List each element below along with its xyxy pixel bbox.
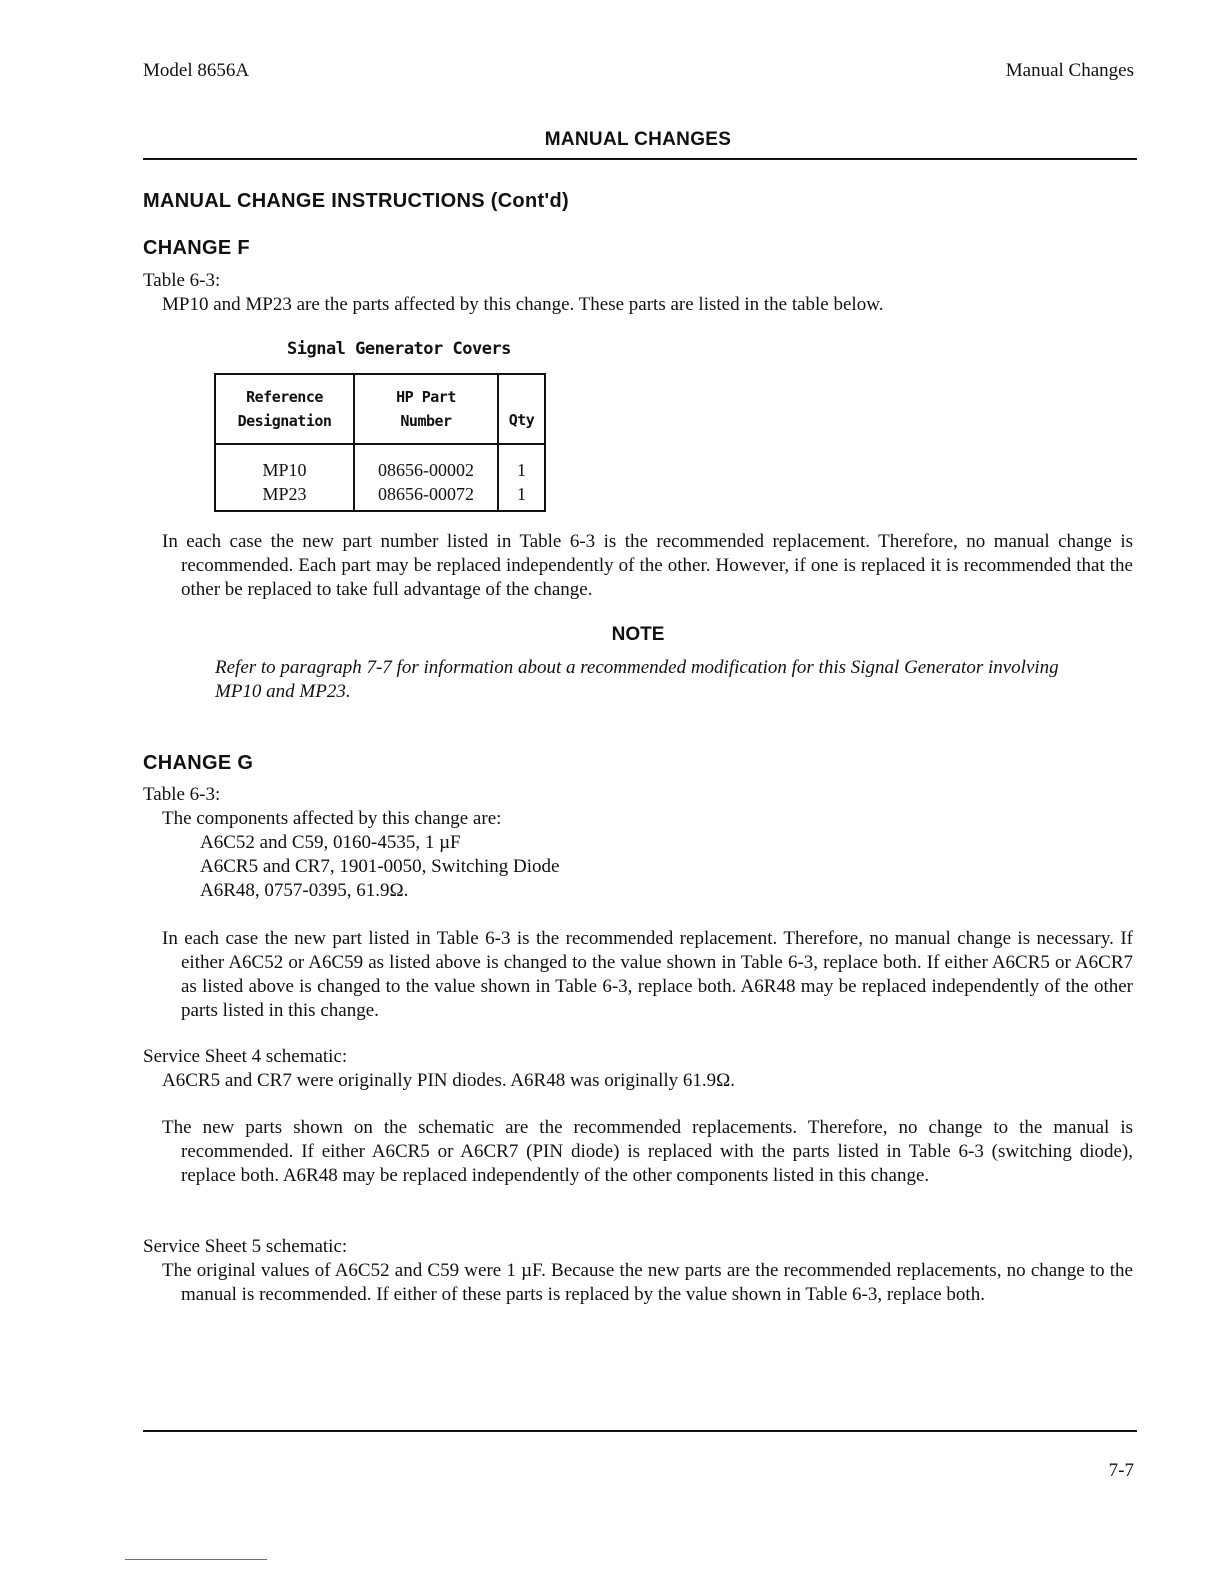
column-header-qty-label: Qty — [508, 411, 535, 429]
cell-reference: MP10 — [215, 444, 354, 482]
service-sheet-4-label: Service Sheet 4 schematic: — [143, 1046, 348, 1067]
table-row — [215, 444, 545, 482]
table-header-row — [215, 374, 545, 444]
service-sheet-4-line: A6CR5 and CR7 were originally PIN diodes. A6R48 was originally 61.9Ω. — [162, 1070, 735, 1091]
change-f-intro: MP10 and MP23 are the parts affected by this change. These parts are listed in the table below. — [162, 294, 884, 315]
change-g-heading: CHANGE G — [143, 752, 254, 774]
column-header-qty — [498, 374, 545, 444]
cell-qty: 1 — [498, 444, 545, 482]
cell-part-number: 08656-00072 — [354, 482, 498, 511]
running-header-section: Manual Changes — [1005, 60, 1134, 81]
footer-rule — [143, 1430, 1137, 1432]
note-title: NOTE — [611, 624, 665, 645]
section-title: MANUAL CHANGES — [544, 129, 732, 150]
component-item: A6C52 and C59, 0160-4535, 1 µF — [200, 832, 461, 853]
table-row — [215, 482, 545, 511]
change-g-components-intro: The components affected by this change are: — [162, 808, 502, 829]
cell-part-number: 08656-00002 — [354, 444, 498, 482]
column-header-reference-line2: Designation — [237, 412, 332, 430]
cell-reference: MP23 — [215, 482, 354, 511]
page-number: 7-7 — [1108, 1460, 1134, 1481]
component-item: A6R48, 0757-0395, 61.9Ω. — [200, 880, 409, 901]
service-sheet-4-paragraph: The new parts shown on the schematic are the recommended replacements. Therefore, no change to the manual is recommended. If either A6CR5 or A6CR7 (PIN diode) is replaced with the parts listed in Table 6-3 (switching diode), replace both. A6R48 may be replaced independently of the other components listed in this change. — [162, 1117, 1133, 1186]
note-text: Refer to paragraph 7-7 for information about a recommended modification for this Signal Generator involving MP10 and MP23. — [215, 657, 1059, 702]
service-sheet-5-paragraph: The original values of A6C52 and C59 were 1 µF. Because the new parts are the recommended replacements, no change to the manual is recommended. If either of these parts is replaced by the value shown in Table 6-3, replace both. — [162, 1260, 1133, 1305]
column-header-reference-line1: Reference — [246, 388, 323, 406]
scan-artifact-line — [125, 1559, 267, 1560]
column-header-part-number — [354, 374, 498, 444]
header-rule — [143, 158, 1137, 160]
parts-table — [214, 373, 546, 512]
column-header-part-line2: Number — [400, 412, 452, 430]
service-sheet-5-label: Service Sheet 5 schematic: — [143, 1236, 348, 1257]
change-g-table-ref: Table 6-3: — [143, 784, 221, 805]
cell-qty: 1 — [498, 482, 545, 511]
running-header-model: Model 8656A — [143, 60, 250, 81]
column-header-part-line1: HP Part — [396, 388, 456, 406]
change-f-table-ref: Table 6-3: — [143, 270, 221, 291]
table-caption: Signal Generator Covers — [287, 339, 511, 359]
change-f-heading: CHANGE F — [143, 237, 250, 259]
column-header-reference — [215, 374, 354, 444]
change-g-paragraph: In each case the new part listed in Table 6-3 is the recommended replacement. Therefore, no manual change is necessary. If either A6C52 or A6C59 as listed above is changed to the value shown in Table 6-3, replace both. If either A6CR5 or A6CR7 as listed above is changed to the value shown in Table 6-3, replace both. A6R48 may be replaced independently of the other parts listed in this change. — [162, 928, 1133, 1021]
subtitle: MANUAL CHANGE INSTRUCTIONS (Cont'd) — [143, 190, 569, 212]
component-item: A6CR5 and CR7, 1901-0050, Switching Diode — [200, 856, 560, 877]
change-f-paragraph: In each case the new part number listed in Table 6-3 is the recommended replacement. Therefore, no manual change is recommended. Each part may be replaced independently of the other. However, if one is replaced it is recommended that the other be replaced to take full advantage of the change. — [162, 531, 1133, 600]
